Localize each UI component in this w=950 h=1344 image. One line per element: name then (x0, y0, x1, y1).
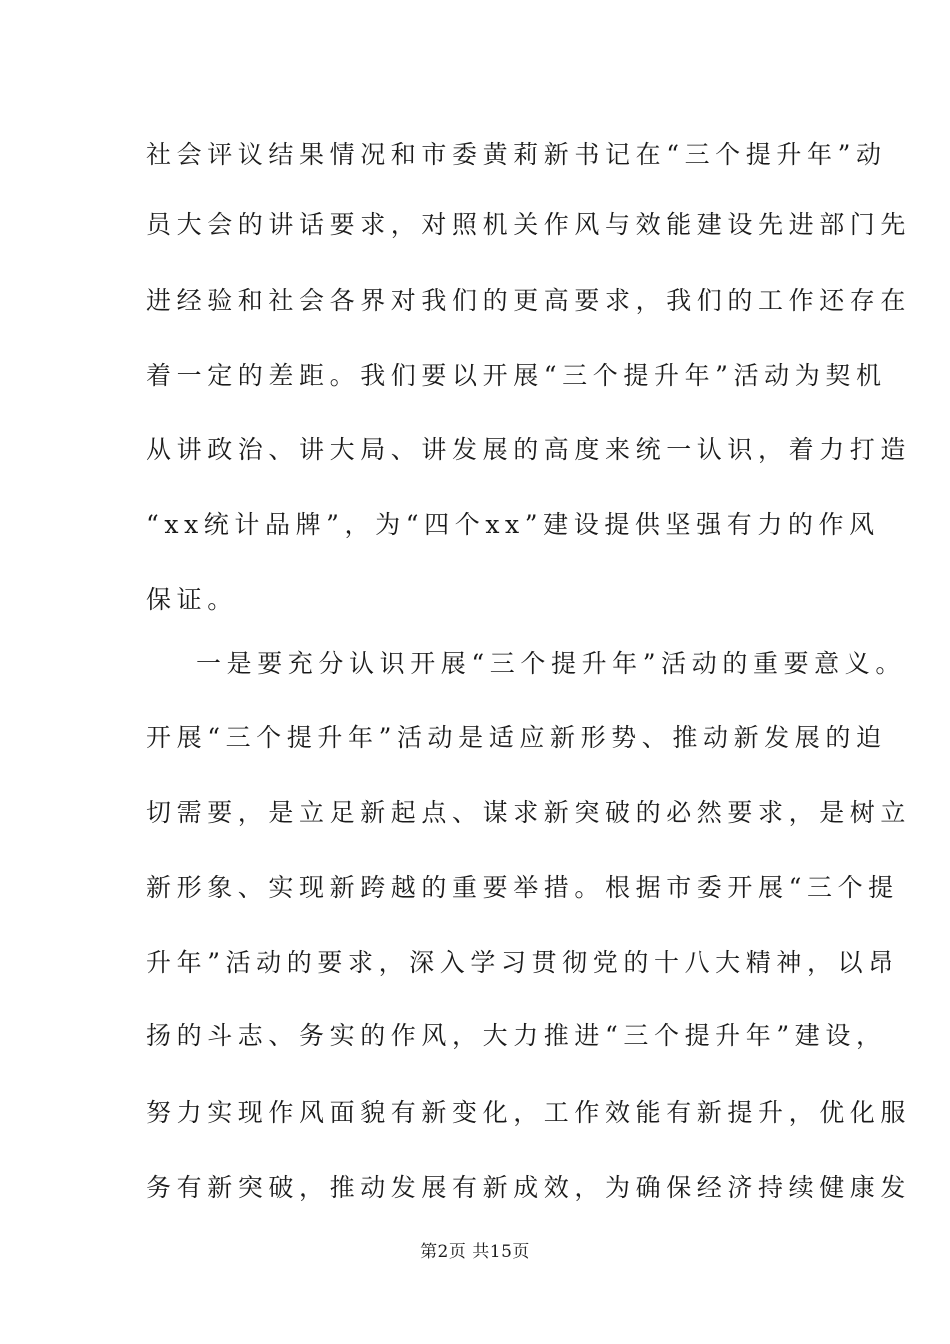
paragraph-line-7: 保证。 (146, 585, 238, 614)
paragraph-line-3: 进经验和社会各界对我们的更高要求，我们的工作还存在 (146, 286, 912, 315)
paragraph-line-12: 升年”活动的要求，深入学习贯彻党的十八大精神，以昂 (146, 948, 899, 977)
paragraph-line-6: “xx统计品牌”，为“四个xx”建设提供坚强有力的作风 (146, 510, 880, 539)
paragraph-line-2: 员大会的讲话要求，对照机关作风与效能建设先进部门先 (146, 210, 912, 239)
paragraph-line-13: 扬的斗志、务实的作风，大力推进“三个提升年”建设， (146, 1021, 887, 1050)
paragraph-line-5: 从讲政治、讲大局、讲发展的高度来统一认识，着力打造 (146, 435, 912, 464)
paragraph-line-8: 一是要充分认识开展“三个提升年”活动的重要意义。 (196, 649, 906, 678)
paragraph-line-14: 努力实现作风面貌有新变化，工作效能有新提升，优化服 (146, 1098, 912, 1127)
paragraph-line-10: 切需要，是立足新起点、谋求新突破的必然要求，是树立 (146, 798, 912, 827)
paragraph-line-9: 开展“三个提升年”活动是适应新形势、推动新发展的迫 (146, 723, 887, 752)
paragraph-line-1: 社会评议结果情况和市委黄莉新书记在“三个提升年”动 (146, 140, 887, 169)
paragraph-line-15: 务有新突破，推动发展有新成效，为确保经济持续健康发 (146, 1173, 912, 1202)
paragraph-line-11: 新形象、实现新跨越的重要举措。根据市委开展“三个提 (146, 873, 899, 902)
paragraph-line-4: 着一定的差距。我们要以开展“三个提升年”活动为契机 (146, 361, 887, 390)
page-number-footer: 第2页 共15页 (420, 1242, 530, 1262)
